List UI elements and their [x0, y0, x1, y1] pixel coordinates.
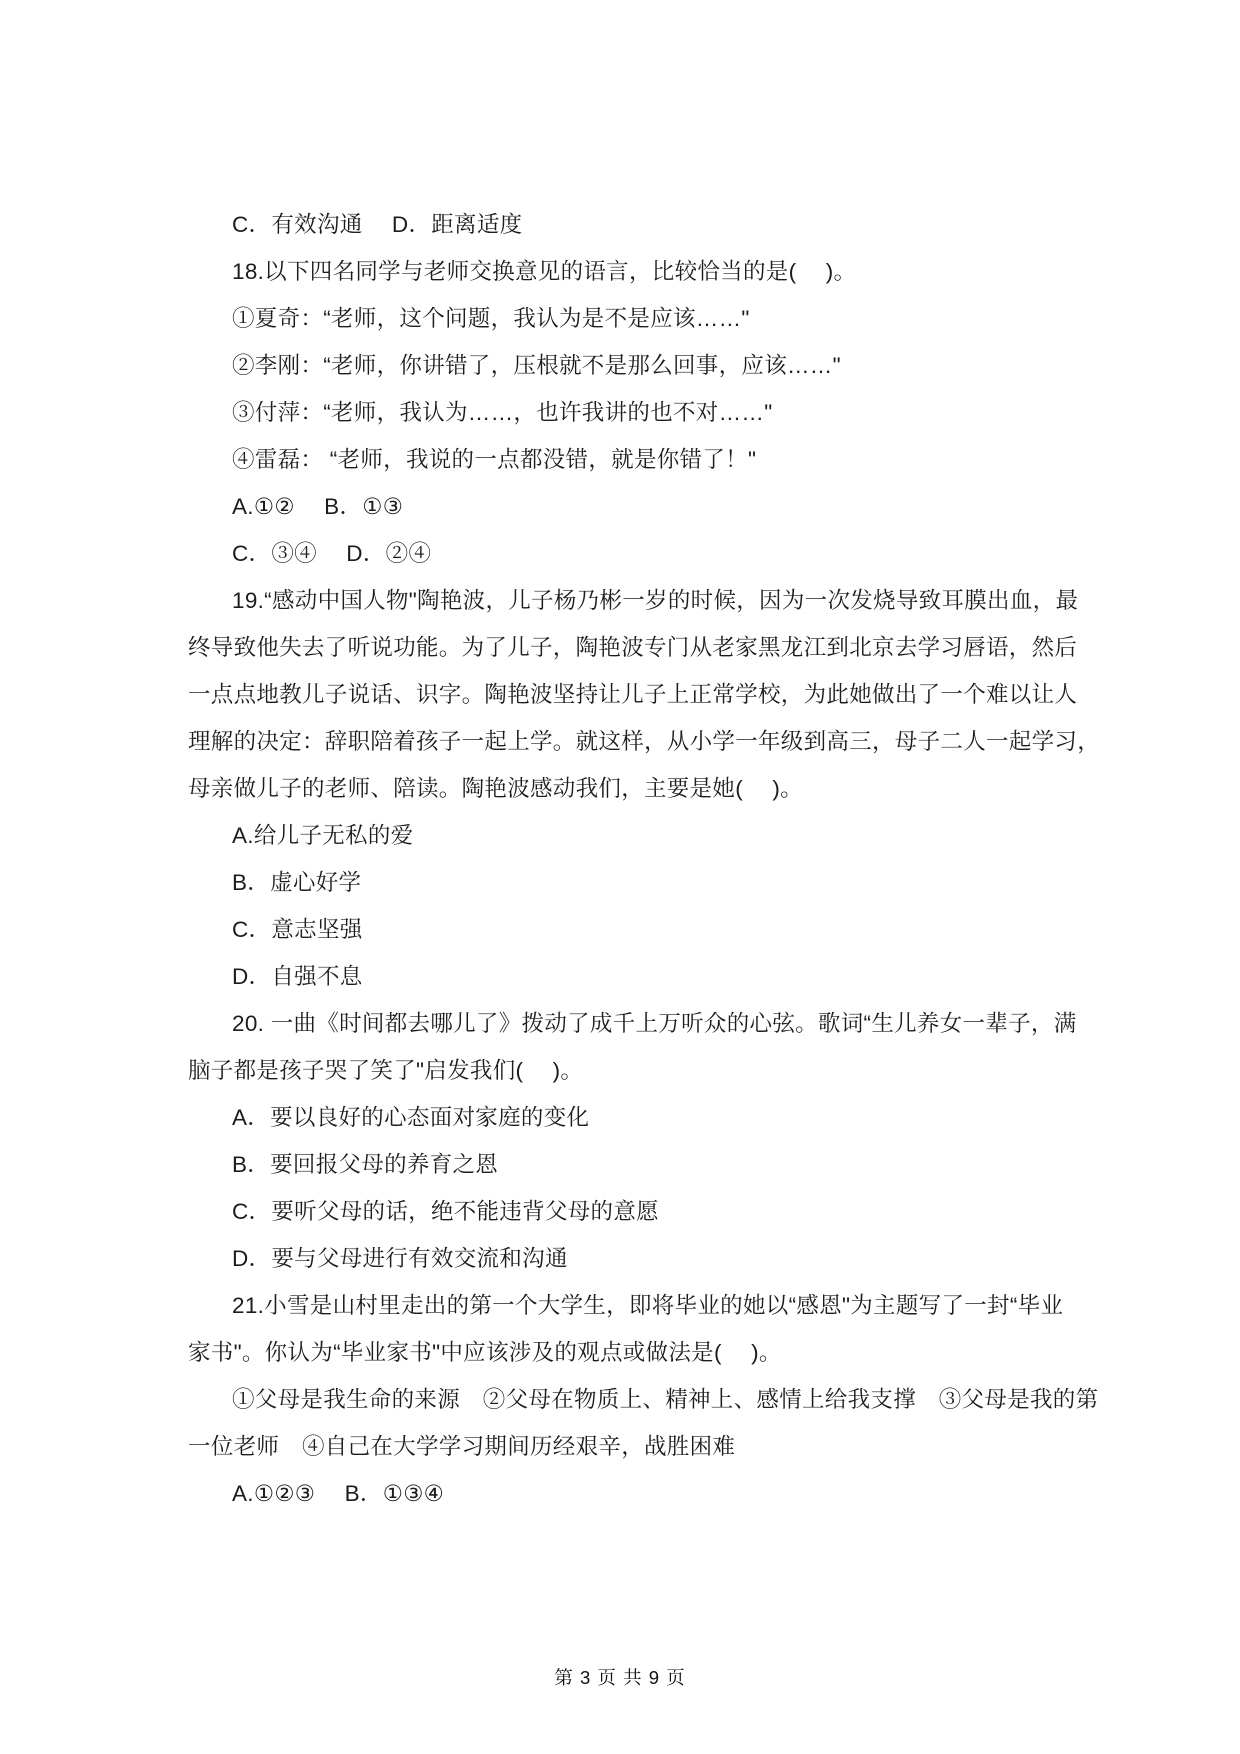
quote-item: ①夏奇：“老师，这个问题，我认为是不是应该……" [232, 306, 750, 331]
option: D．自强不息 [232, 964, 363, 989]
question-stem: 21.小雪是山村里走出的第一个大学生，即将毕业的她以“感恩"为主题写了一封“毕业 [232, 1293, 1064, 1318]
option: C．要听父母的话，绝不能违背父母的意愿 [232, 1199, 659, 1224]
stem-continuation: 理解的决定：辞职陪着孩子一起上学。就这样，从小学一年级到高三，母子二人一起学习， [188, 729, 1101, 754]
option-row: A.①② B．①③ [232, 494, 404, 519]
quote-item: ④雷磊： “老师，我说的一点都没错，就是你错了！" [232, 447, 757, 472]
option-row: A.①②③ B．①③④ [232, 1481, 445, 1506]
stem-continuation: 母亲做儿子的老师、陪读。陶艳波感动我们，主要是她( )。 [188, 776, 803, 801]
question-stem: 19.“感动中国人物"陶艳波，儿子杨乃彬一岁的时候，因为一次发烧导致耳膜出血，最 [232, 588, 1079, 613]
option: B．虚心好学 [232, 870, 362, 895]
item-list-continuation: 一位老师 ④自己在大学学习期间历经艰辛，战胜困难 [188, 1434, 736, 1459]
stem-continuation: 终导致他失去了听说功能。为了儿子，陶艳波专门从老家黑龙江到北京去学习唇语，然后 [188, 635, 1078, 660]
item-list: ①父母是我生命的来源 ②父母在物质上、精神上、感情上给我支撑 ③父母是我的第 [232, 1387, 1099, 1412]
option: A．要以良好的心态面对家庭的变化 [232, 1105, 590, 1130]
question-stem: 18.以下四名同学与老师交换意见的语言，比较恰当的是( )。 [232, 259, 857, 284]
option: D．要与父母进行有效交流和沟通 [232, 1246, 568, 1271]
stem-continuation: 家书"。你认为“毕业家书"中应该涉及的观点或做法是( )。 [188, 1340, 782, 1365]
question-stem: 20. 一曲《时间都去哪儿了》拨动了成千上万听众的心弦。歌词“生儿养女一辈子，满 [232, 1011, 1077, 1036]
stem-continuation: 一点点地教儿子说话、识字。陶艳波坚持让儿子上正常学校，为此她做出了一个难以让人 [188, 682, 1078, 707]
quote-item: ③付萍：“老师，我认为……，也许我讲的也不对……" [232, 400, 773, 425]
page-number-footer: 第 3 页 共 9 页 [554, 1667, 686, 1688]
option: B．要回报父母的养育之恩 [232, 1152, 499, 1177]
document-body [188, 201, 1101, 1517]
option-row: C．有效沟通 D．距离适度 [232, 212, 523, 237]
quote-item: ②李刚：“老师，你讲错了，压根就不是那么回事，应该……" [232, 353, 841, 378]
option: C．意志坚强 [232, 917, 363, 942]
option: A.给儿子无私的爱 [232, 823, 414, 848]
option-row: C．③④ D．②④ [232, 541, 432, 566]
stem-continuation: 脑子都是孩子哭了笑了"启发我们( )。 [188, 1058, 584, 1083]
